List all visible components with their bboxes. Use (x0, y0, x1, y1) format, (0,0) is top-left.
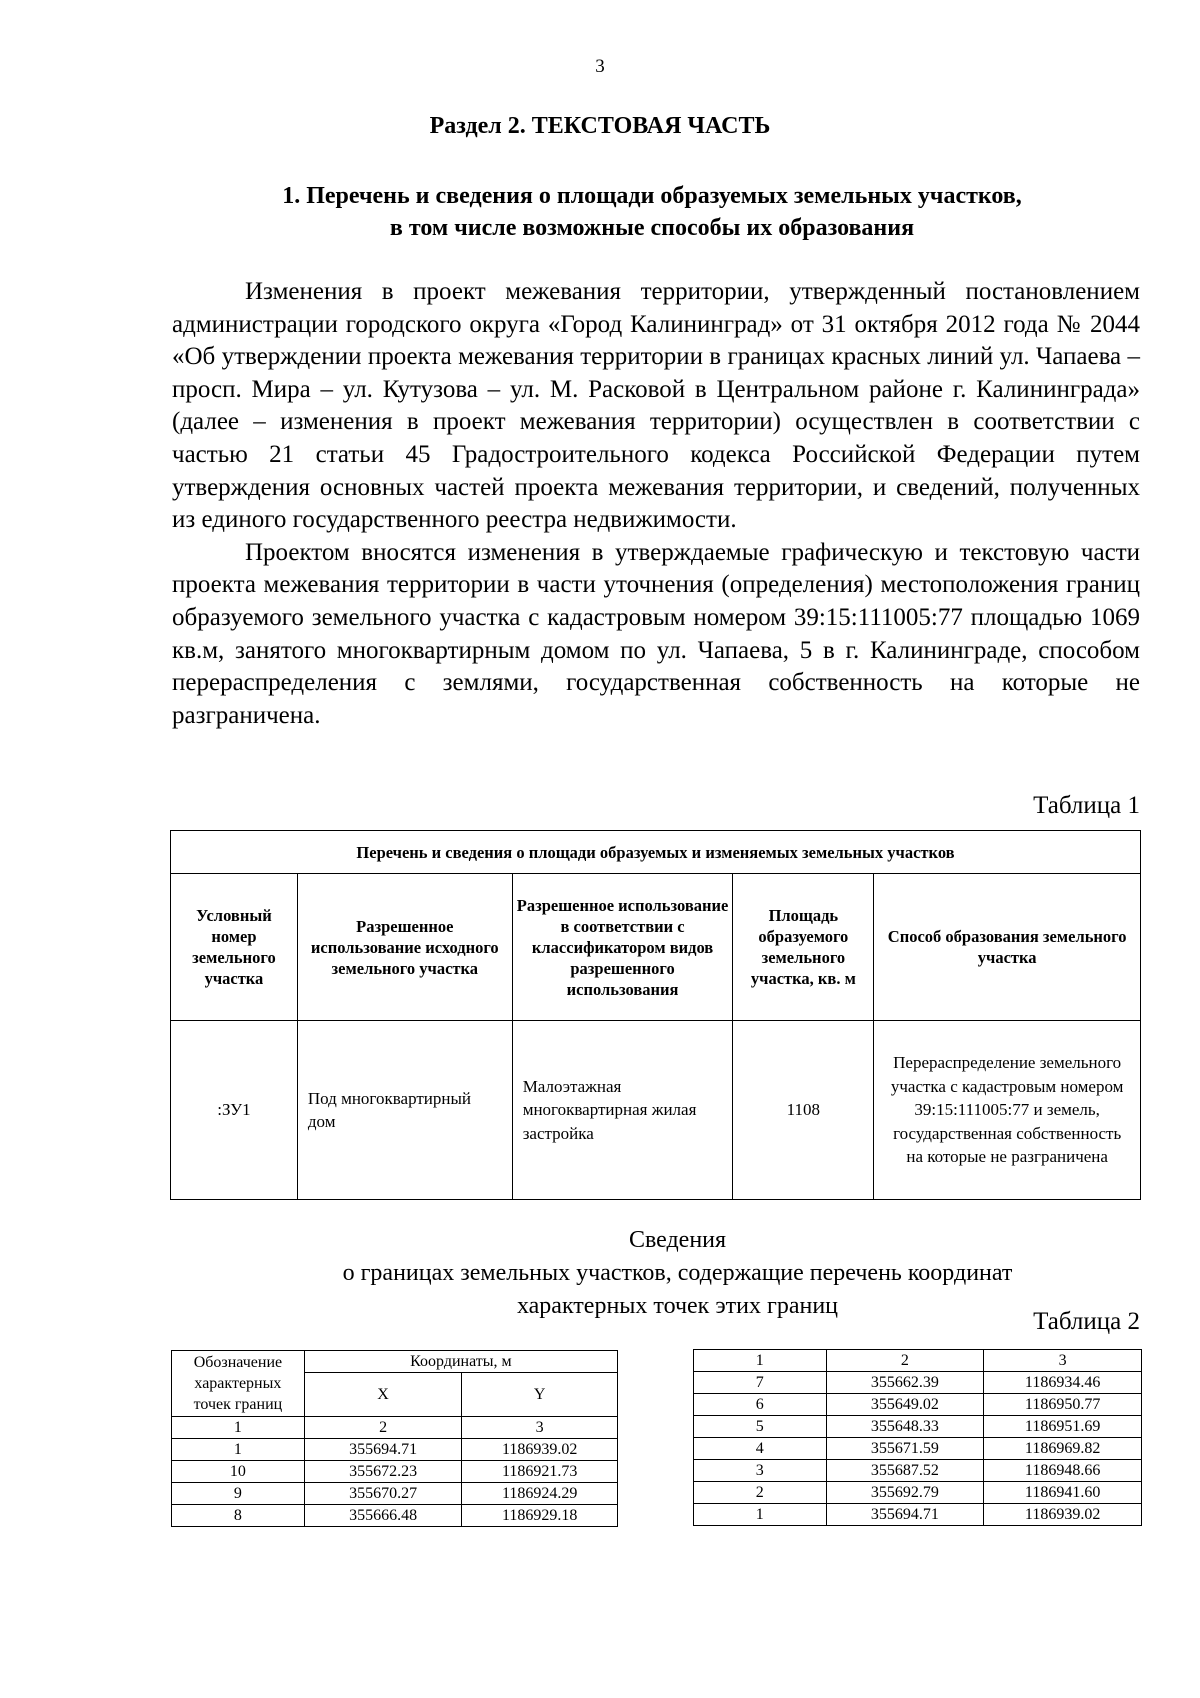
x-value: 355692.79 (826, 1482, 984, 1504)
point-id: 10 (172, 1461, 305, 1483)
coordinates-header: Координаты, м (304, 1351, 617, 1373)
table-row (694, 1416, 1142, 1438)
point-id: 1 (694, 1504, 827, 1526)
coordinates-table-left (171, 1350, 618, 1527)
boundaries-heading-line1: Сведения (628, 1227, 727, 1253)
subsection-title-line1: 1. Перечень и сведения о площади образуемых земельных участков, (282, 183, 1022, 209)
point-id: 1 (172, 1439, 305, 1461)
table1-header-number: Условный номер земельного участка (171, 874, 298, 1021)
table-row (694, 1372, 1142, 1394)
plot-number-cell: :ЗУ1 (171, 1021, 298, 1200)
table-row (694, 1482, 1142, 1504)
paragraph-2: Проектом вносятся изменения в утверждаемые графическую и текстовую части проекта межевания территории в части уточнения (определения) местоположения границ образуемого земельного участка с кадастровым номером 39:15:111005:77 площадью 1069 кв.м, занятого многоквартирным домом по ул. Чапаева, 5 в г. Калининграде, способом перераспределения с землями, государственная собственность на которые не разграничена. (172, 538, 1140, 729)
section-title: Раздел 2. ТЕКСТОВАЯ ЧАСТЬ (429, 113, 771, 139)
column-number: 3 (462, 1417, 618, 1439)
area-cell: 1108 (733, 1021, 874, 1200)
y-value: 1186950.77 (984, 1394, 1142, 1416)
y-value: 1186934.46 (984, 1372, 1142, 1394)
column-number: 3 (984, 1350, 1142, 1372)
classified-use-cell: Малоэтажная многоквартирная жилая застройка (512, 1021, 733, 1200)
x-value: 355666.48 (304, 1505, 462, 1527)
y-value: 1186969.82 (984, 1438, 1142, 1460)
column-number: 1 (172, 1417, 305, 1439)
table-row (172, 1439, 618, 1461)
land-plots-table (170, 830, 1141, 1200)
method-cell: Перераспределение земельного участка с кадастровым номером 39:15:111005:77 и земель, государственная собственность на которые не разграничена (874, 1021, 1141, 1200)
x-value: 355662.39 (826, 1372, 984, 1394)
coordinates-table-right (693, 1349, 1142, 1526)
point-label-header: Обозначение характерных точек границ (172, 1351, 305, 1417)
y-value: 1186948.66 (984, 1460, 1142, 1482)
y-value: 1186951.69 (984, 1416, 1142, 1438)
x-value: 355694.71 (826, 1504, 984, 1526)
boundaries-heading-line3: характерных точек этих границ (516, 1293, 839, 1319)
point-id: 8 (172, 1505, 305, 1527)
table-row (694, 1438, 1142, 1460)
y-value: 1186939.02 (462, 1439, 618, 1461)
point-id: 6 (694, 1394, 827, 1416)
point-id: 5 (694, 1416, 827, 1438)
table1-caption: Таблица 1 (1033, 792, 1140, 819)
boundaries-heading-line2: о границах земельных участков, содержащие перечень координат (342, 1260, 1013, 1286)
x-value: 355649.02 (826, 1394, 984, 1416)
table1-header-original-use: Разрешенное использование исходного земельного участка (297, 874, 512, 1021)
table-row (171, 1021, 1141, 1200)
y-value: 1186941.60 (984, 1482, 1142, 1504)
y-value: 1186939.02 (984, 1504, 1142, 1526)
table-row (172, 1505, 618, 1527)
table2-caption: Таблица 2 (1033, 1308, 1140, 1335)
table-row (172, 1483, 618, 1505)
point-id: 7 (694, 1372, 827, 1394)
table-row (694, 1460, 1142, 1482)
table1-header-area: Площадь образуемого земельного участка, кв. м (733, 874, 874, 1021)
point-id: 3 (694, 1460, 827, 1482)
column-number: 2 (304, 1417, 462, 1439)
table1-header-classified-use: Разрешенное использование в соответствии с классификатором видов разрешенного использования (512, 874, 733, 1021)
x-header: X (304, 1373, 462, 1417)
x-value: 355648.33 (826, 1416, 984, 1438)
x-value: 355687.52 (826, 1460, 984, 1482)
column-number: 1 (694, 1350, 827, 1372)
table1-header-method: Способ образования земельного участка (874, 874, 1141, 1021)
y-value: 1186921.73 (462, 1461, 618, 1483)
x-value: 355671.59 (826, 1438, 984, 1460)
table1-title: Перечень и сведения о площади образуемых и изменяемых земельных участков (171, 831, 1141, 874)
subsection-title (172, 180, 1132, 244)
x-value: 355694.71 (304, 1439, 462, 1461)
table-row (694, 1394, 1142, 1416)
body-text (172, 276, 1140, 732)
y-value: 1186929.18 (462, 1505, 618, 1527)
paragraph-1: Изменения в проект межевания территории, утвержденный постановлением администрации городского округа «Город Калининград» от 31 октября 2012 года № 2044 «Об утверждении проекта межевания территории в границах красных линий ул. Чапаева – просп. Мира – ул. Кутузова – ул. М. Расковой в Центральном районе г. Калининграда» (далее – изменения в проект межевания территории) осуществлен в соответствии с частью 21 статьи 45 Градостроительного кодекса Российской Федерации путем утверждения основных частей проекта межевания территории, и сведений, полученных из единого государственного реестра недвижимости. (172, 278, 1140, 534)
table-row (694, 1504, 1142, 1526)
original-use-cell: Под многоквартирный дом (297, 1021, 512, 1200)
column-number: 2 (826, 1350, 984, 1372)
point-id: 2 (694, 1482, 827, 1504)
page-number: 3 (595, 56, 605, 77)
subsection-title-line2: в том числе возможные способы их образования (389, 215, 915, 241)
y-header: Y (462, 1373, 618, 1417)
x-value: 355670.27 (304, 1483, 462, 1505)
y-value: 1186924.29 (462, 1483, 618, 1505)
point-id: 9 (172, 1483, 305, 1505)
table-row (172, 1461, 618, 1483)
x-value: 355672.23 (304, 1461, 462, 1483)
point-id: 4 (694, 1438, 827, 1460)
